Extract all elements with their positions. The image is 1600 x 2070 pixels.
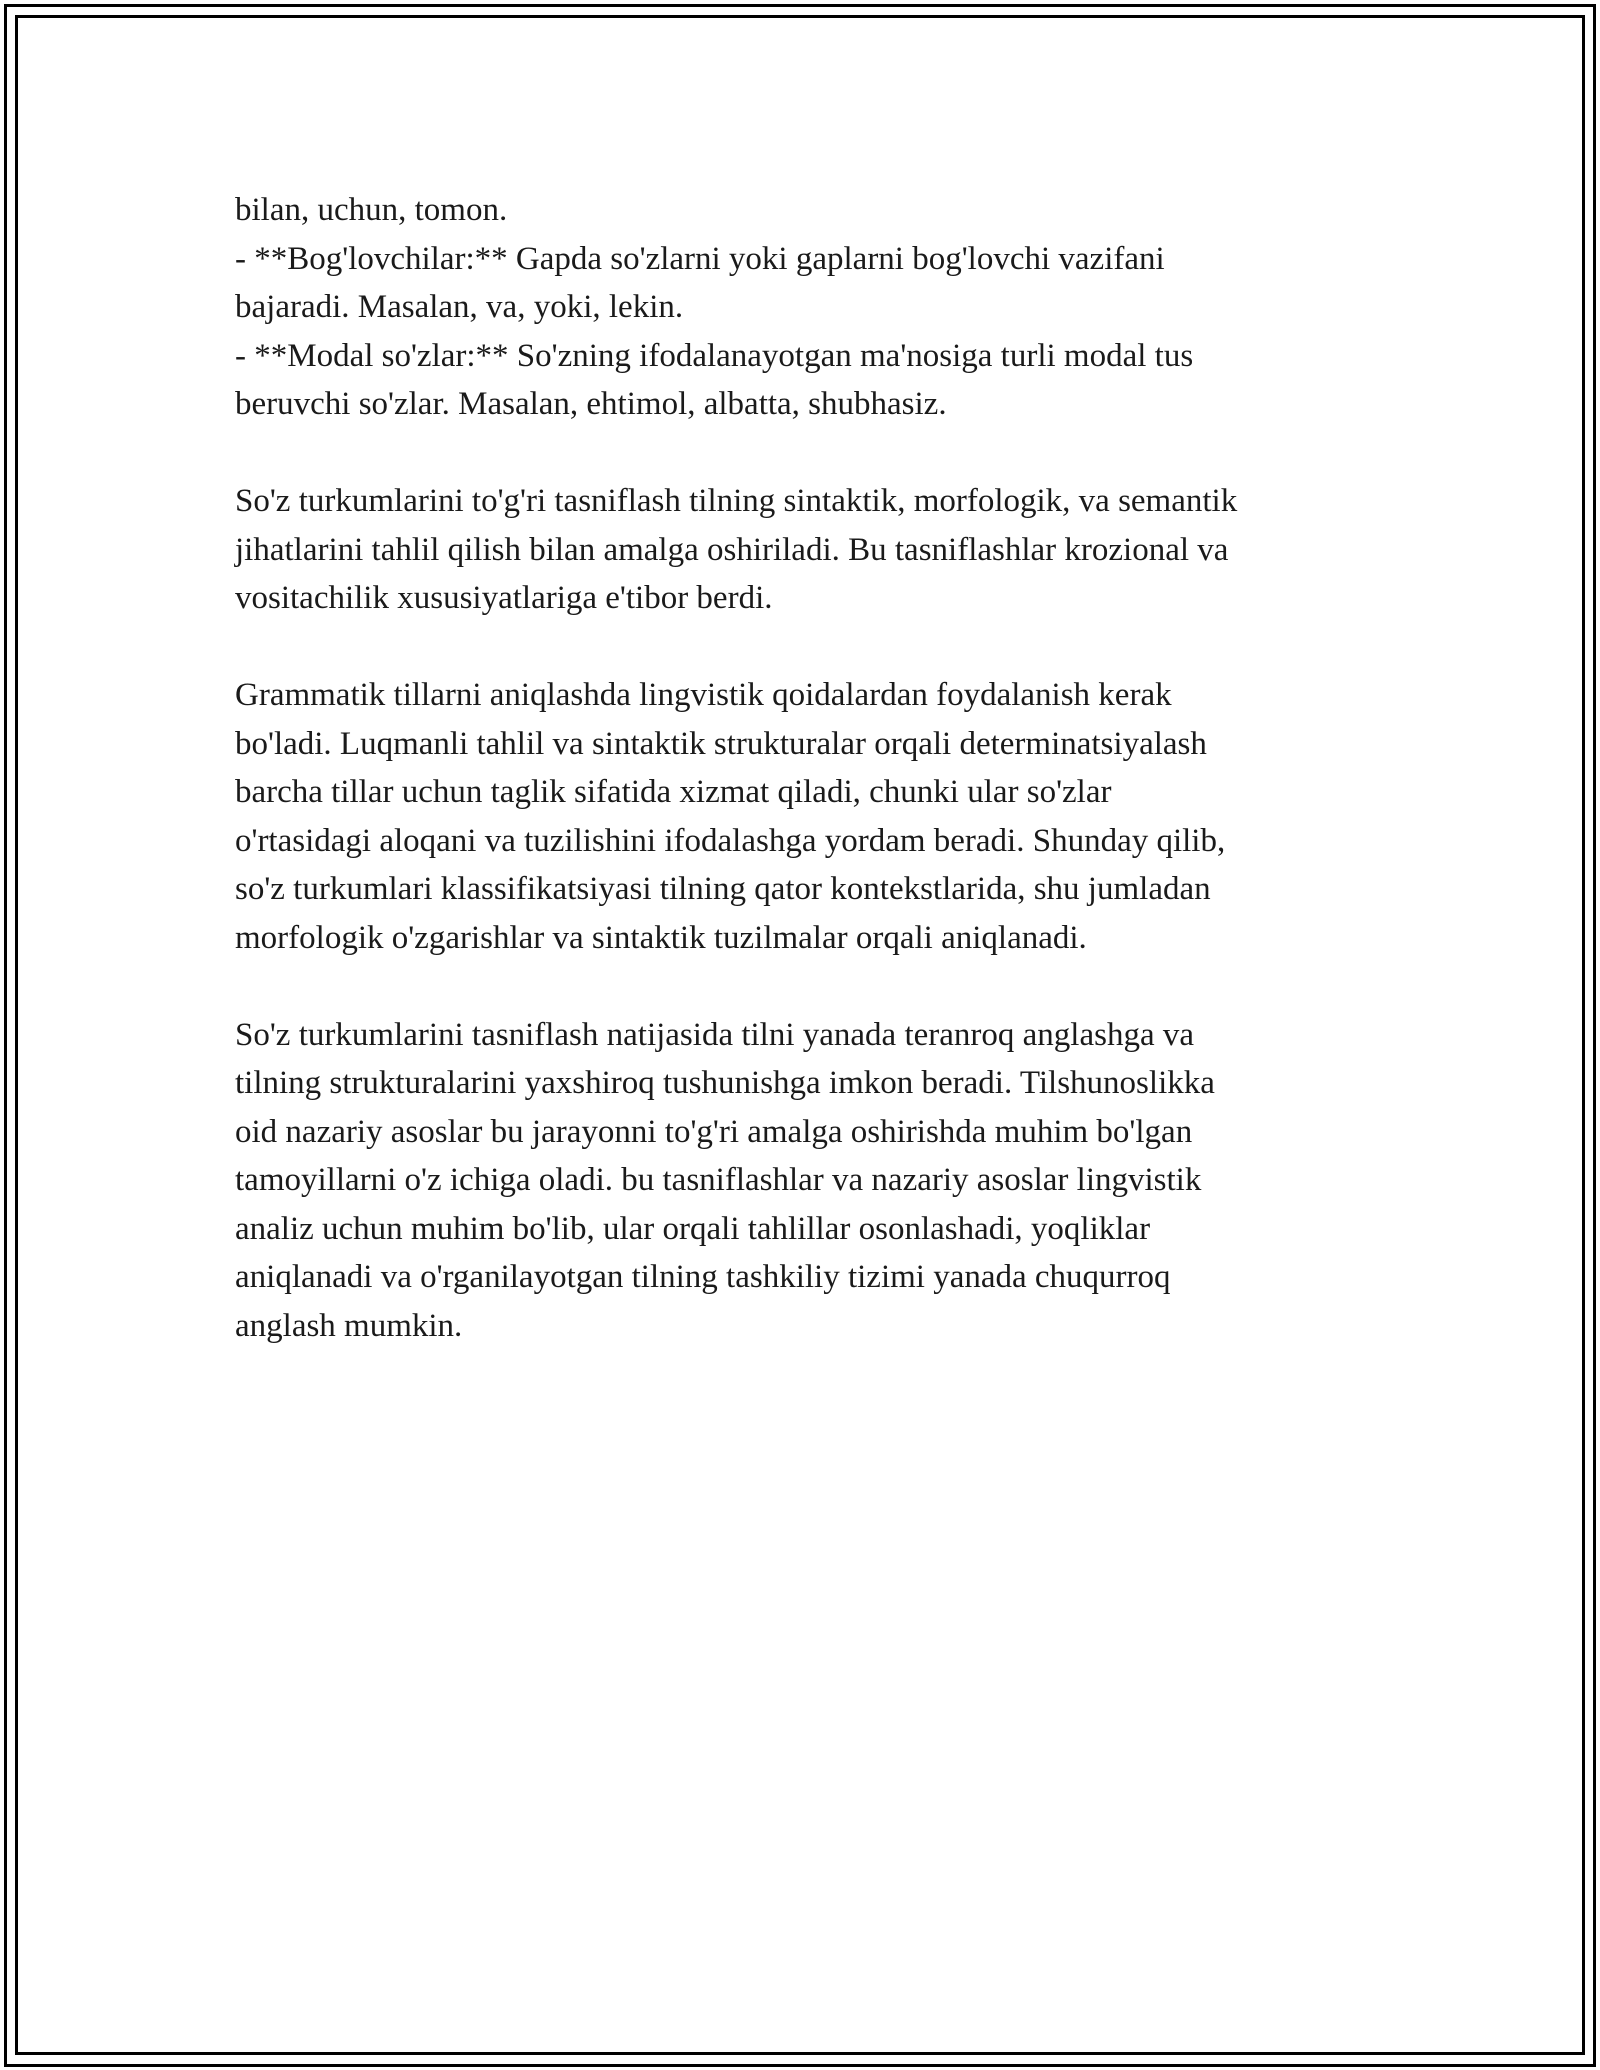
- text-line: morfologik o'zgarishlar va sintaktik tuzilmalar orqali aniqlanadi.: [235, 919, 1087, 956]
- text-line: beruvchi so'zlar. Masalan, ehtimol, albatta, shubhasiz.: [235, 386, 947, 422]
- text-line: tilning strukturalarini yaxshiroq tushunishga imkon beradi. Tilshunoslikka: [235, 1065, 1215, 1101]
- paragraph-spacer: [235, 962, 1365, 1011]
- paragraph-spacer: [235, 429, 1365, 478]
- text-line: aniqlanadi va o'rganilayotgan tilning tashkiliy tizimi yanada chuqurroq: [235, 1259, 1171, 1295]
- text-line: bilan, uchun, tomon.: [235, 192, 508, 228]
- text-line: So'z turkumlarini to'g'ri tasniflash tilning sintaktik, morfologik, va semantik: [235, 483, 1238, 519]
- document-body: [235, 186, 1365, 1350]
- paragraph-classification: [235, 477, 1365, 623]
- paragraph-spacer: [235, 623, 1365, 672]
- text-line: barcha tillar uchun taglik sifatida xizmat qiladi, chunki ular so'zlar: [235, 774, 1112, 810]
- paragraph-conclusion: [235, 1011, 1365, 1351]
- paragraph-grammar: [235, 671, 1365, 962]
- text-line: vositachilik xususiyatlariga e'tibor berdi.: [235, 580, 773, 616]
- text-line: bajaradi. Masalan, va, yoki, lekin.: [235, 289, 684, 325]
- text-line: so'z turkumlari klassifikatsiyasi tilning qator kontekstlarida, shu jumladan: [235, 871, 1211, 907]
- text-line: Grammatik tillarni aniqlashda lingvistik qoidalardan foydalanish kerak: [235, 677, 1172, 713]
- text-line: tamoyillarni o'z ichiga oladi. bu tasniflashlar va nazariy asoslar lingvistik: [235, 1162, 1202, 1198]
- text-line: o'rtasidagi aloqani va tuzilishini ifodalashga yordam beradi. Shunday qilib,: [235, 822, 1226, 859]
- text-line: bo'ladi. Luqmanli tahlil va sintaktik strukturalar orqali determinatsiyalash: [235, 725, 1207, 762]
- text-line: - **Modal so'zlar:** So'zning ifodalanayotgan ma'nosiga turli modal tus: [235, 337, 1194, 374]
- text-line: - **Bog'lovchilar:** Gapda so'zlarni yoki gaplarni bog'lovchi vazifani: [235, 240, 1165, 277]
- paragraph-word-classes-list: [235, 186, 1365, 429]
- text-line: anglash mumkin.: [235, 1307, 463, 1344]
- text-line: So'z turkumlarini tasniflash natijasida tilni yanada teranroq anglashga va: [235, 1016, 1194, 1053]
- text-line: jihatlarini tahlil qilish bilan amalga oshiriladi. Bu tasniflashlar krozional va: [235, 531, 1229, 568]
- text-line: analiz uchun muhim bo'lib, ular orqali tahlillar osonlashadi, yoqliklar: [235, 1210, 1151, 1247]
- text-line: oid nazariy asoslar bu jarayonni to'g'ri amalga oshirishda muhim bo'lgan: [235, 1113, 1193, 1150]
